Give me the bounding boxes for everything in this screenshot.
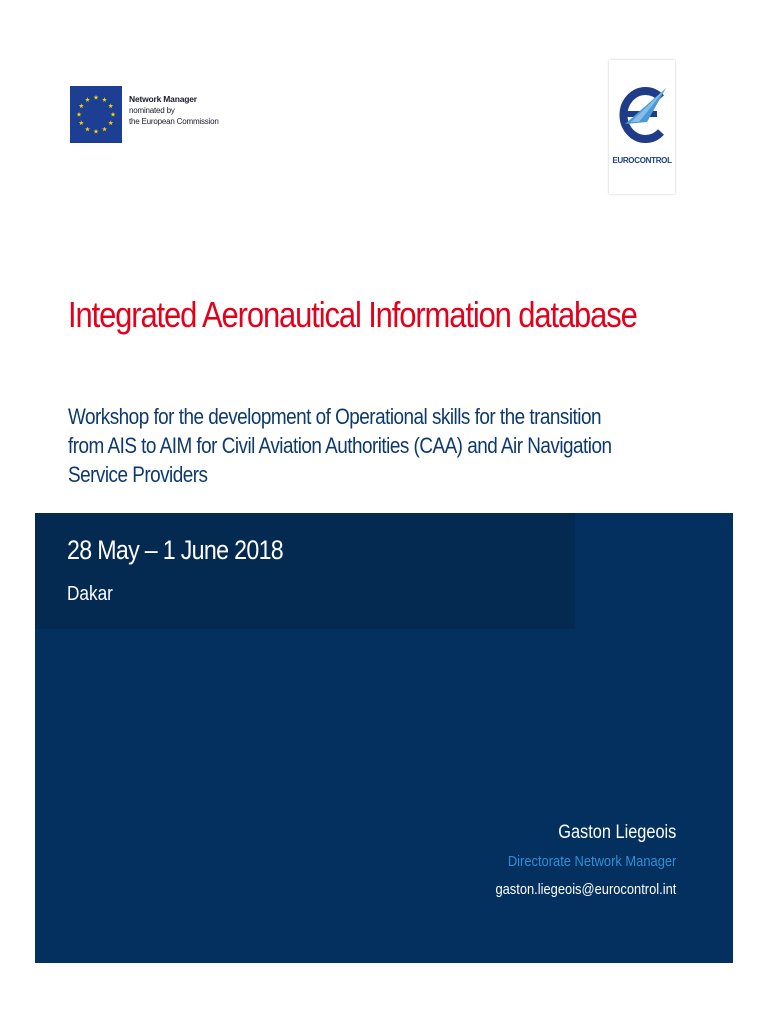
eu-star-icon xyxy=(94,129,99,134)
eu-star-icon xyxy=(111,112,116,117)
subtitle-line: from AIS to AIM for Civil Aviation Authorities (CAA) and Air Navigation xyxy=(68,433,612,458)
network-manager-text xyxy=(129,94,219,127)
author-department: Directorate Network Manager xyxy=(507,853,676,870)
date-panel xyxy=(35,513,575,629)
subtitle-line: Service Providers xyxy=(68,462,208,487)
slide-title: Integrated Aeronautical Information database xyxy=(68,294,637,335)
author-block xyxy=(466,818,676,904)
nominated-by-label: nominated by xyxy=(129,106,175,115)
slide-subtitle xyxy=(68,402,708,489)
eu-star-icon xyxy=(94,95,99,100)
eurocontrol-emblem-icon xyxy=(617,82,667,146)
eu-star-icon xyxy=(85,127,90,132)
info-band xyxy=(35,513,733,963)
eu-star-icon xyxy=(85,97,90,102)
author-name: Gaston Liegeois xyxy=(557,822,676,843)
author-email[interactable]: gaston.liegeois@eurocontrol.int xyxy=(495,881,676,898)
network-manager-logo xyxy=(70,86,219,143)
event-date: 28 May – 1 June 2018 xyxy=(67,535,284,565)
eurocontrol-logo xyxy=(609,60,675,194)
eu-star-icon xyxy=(108,103,113,108)
subtitle-line: Workshop for the development of Operational skills for the transition xyxy=(68,404,601,429)
network-manager-label: Network Manager xyxy=(129,94,197,104)
eurocontrol-wordmark: EUROCONTROL xyxy=(612,156,672,165)
eu-star-icon xyxy=(77,112,82,117)
eu-flag-icon xyxy=(70,86,122,143)
eu-star-icon xyxy=(108,120,113,125)
eu-star-icon xyxy=(79,103,84,108)
event-place: Dakar xyxy=(67,583,113,605)
eu-star-icon xyxy=(102,127,107,132)
eu-star-icon xyxy=(79,120,84,125)
eu-star-icon xyxy=(102,97,107,102)
european-commission-label: the European Commission xyxy=(129,117,219,126)
